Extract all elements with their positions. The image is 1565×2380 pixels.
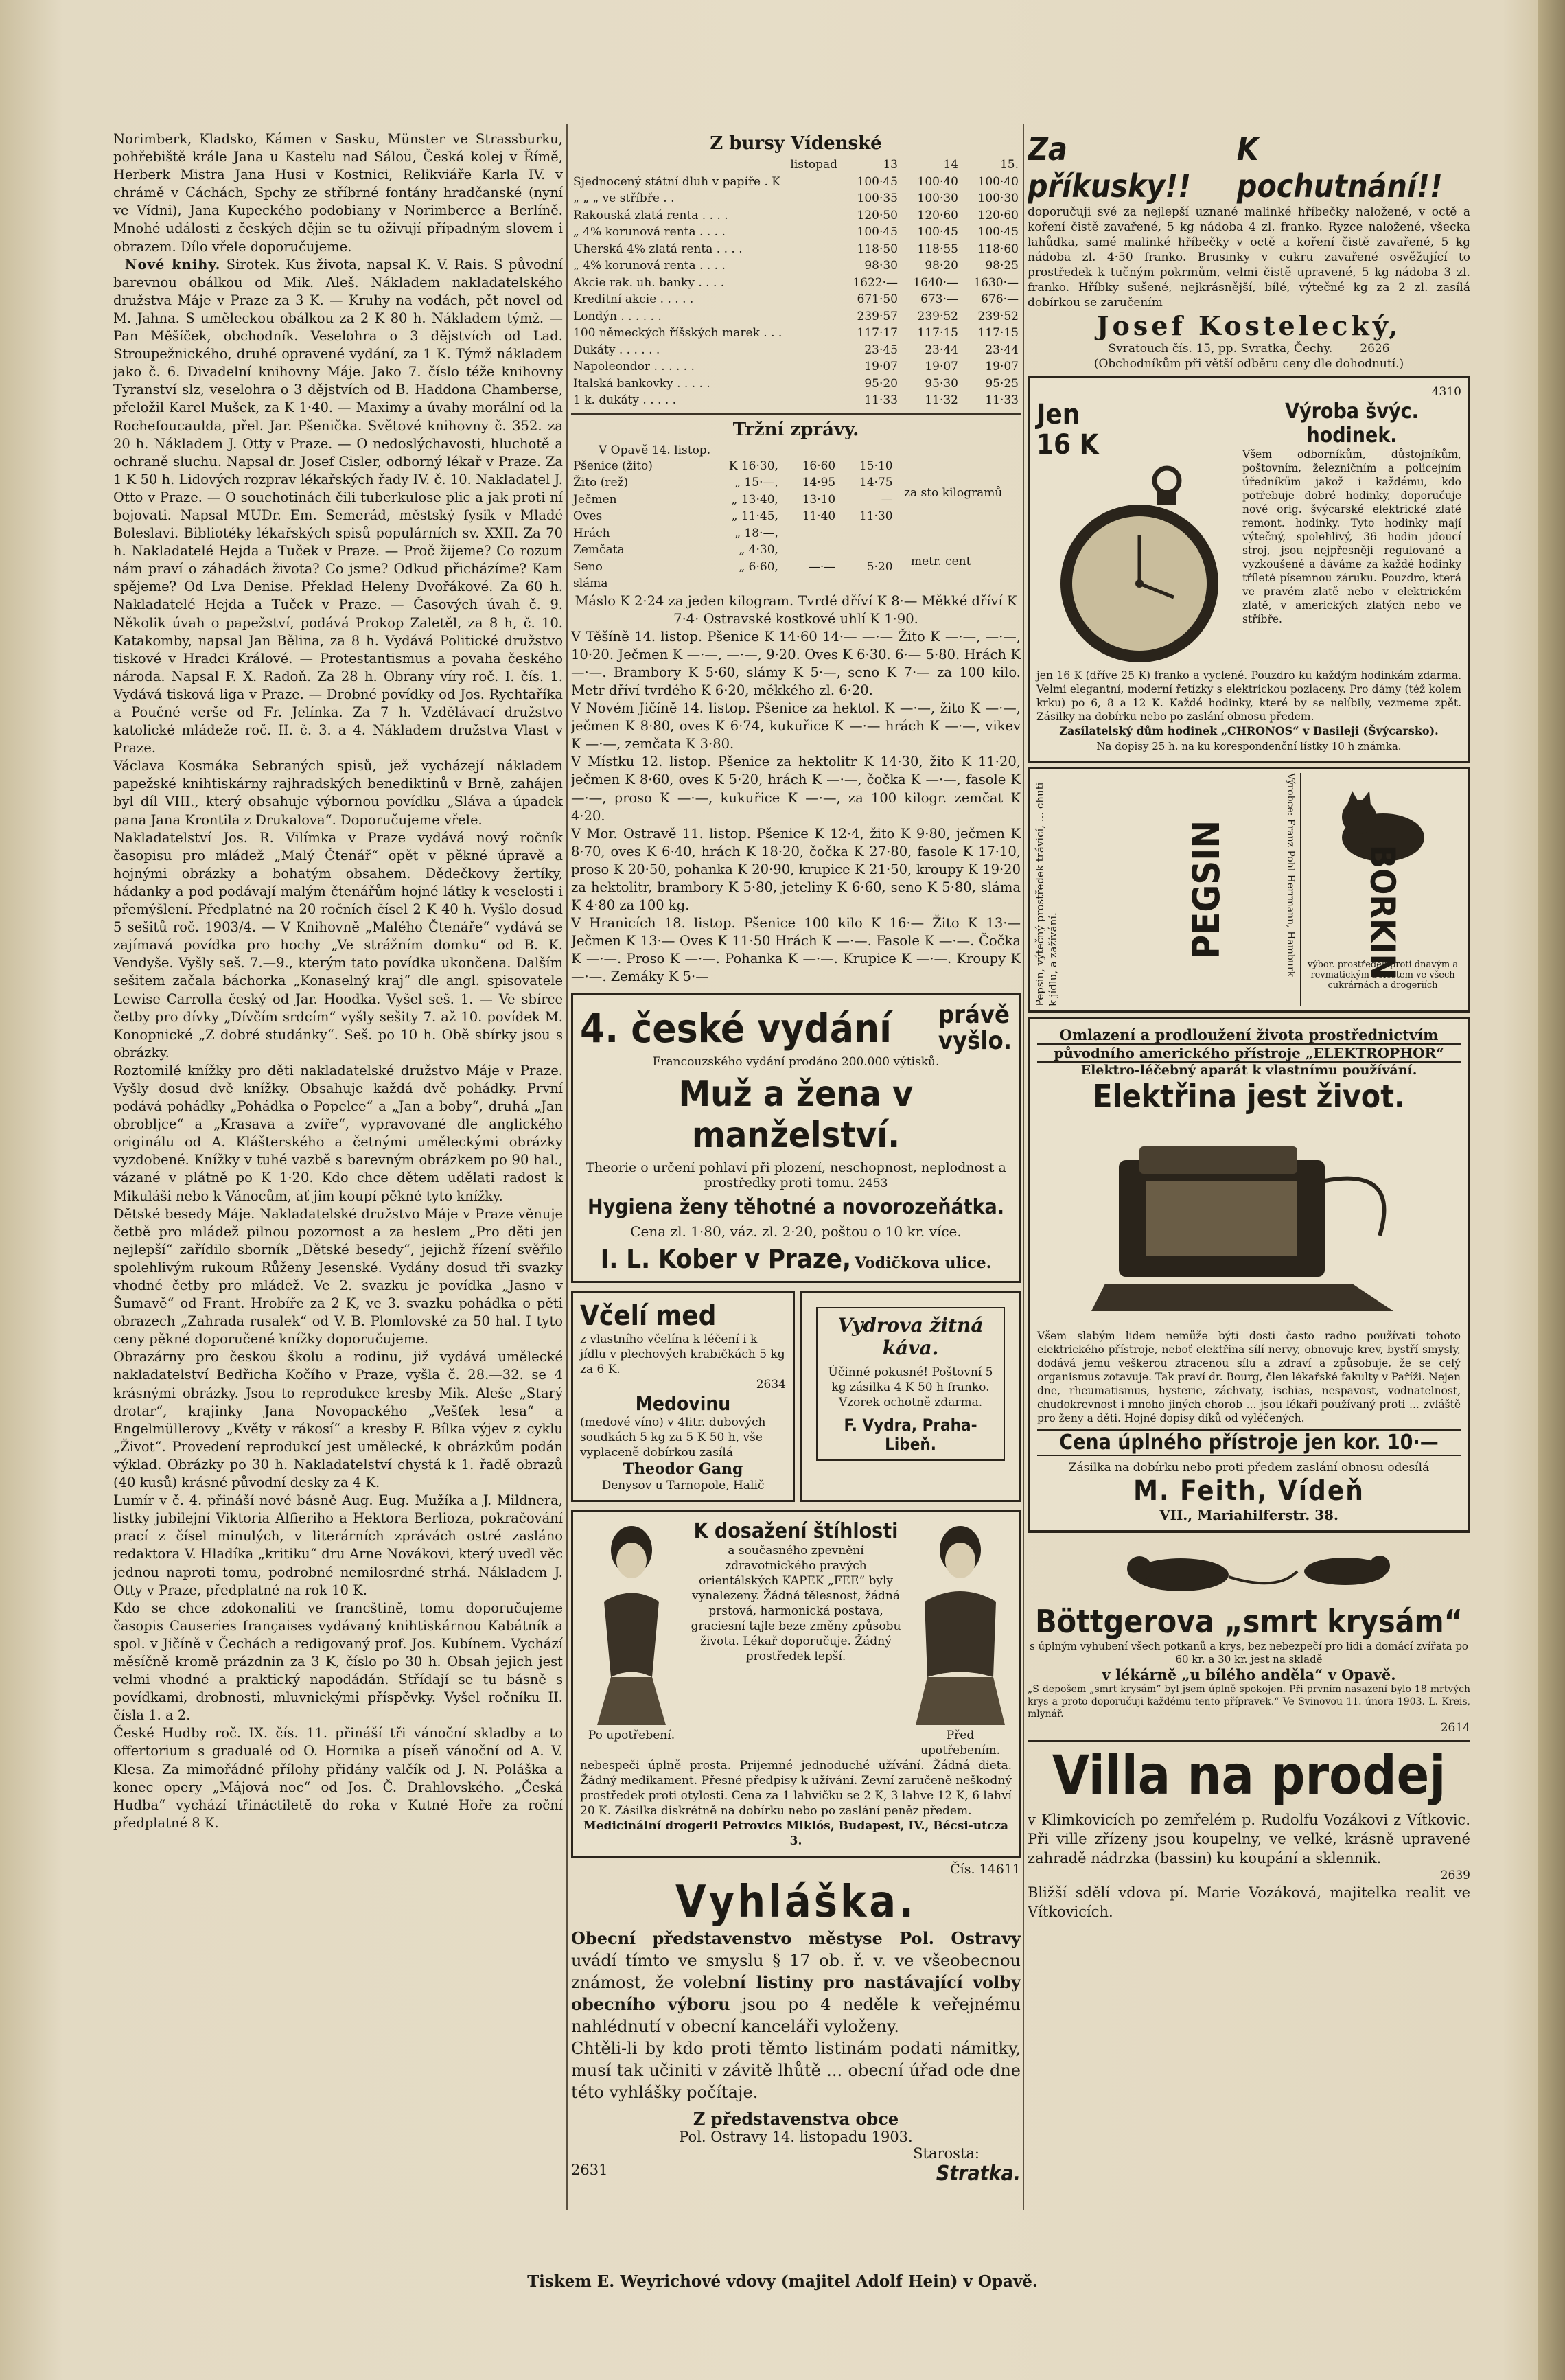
bourse-row-value: 23·45 (864, 343, 898, 357)
ad-hodinky-price: 16 K (1036, 429, 1099, 461)
woman-figure-icon (912, 1519, 1008, 1725)
market-price: 15·10 (859, 459, 893, 473)
ad-stihlost-cap-before: Před upotřebením. (920, 1728, 1000, 1757)
ad-ceske-code: 2453 (858, 1176, 888, 1190)
market-price: 13·10 (802, 492, 836, 507)
market-price (837, 542, 894, 559)
bourse-row (571, 275, 1021, 292)
ad-stihlost-figure-after (580, 1519, 683, 1758)
bourse-dates-label: listopad (790, 158, 837, 172)
bourse-row-value: 117·15 (917, 326, 958, 340)
market-price: —·— (808, 559, 836, 574)
market-price: 5·20 (866, 559, 893, 574)
ad-stihlost (571, 1510, 1021, 1858)
bourse-row-label: „ „ „ ve stříbře . . (573, 192, 675, 205)
ad-villa-title: Villa na prodej (1052, 1745, 1446, 1807)
ad-stihlost-cap-after: Po upotřebení. (588, 1728, 675, 1742)
bourse-row-value: 100·30 (917, 192, 958, 205)
bourse-row (571, 224, 1021, 241)
bourse-row-value: 239·57 (857, 309, 898, 323)
ad-krysy-text: s úplným vyhubení všech potkanů a krys, bez nebezpečí pro lidi a domácí zvířata po 60 kr. a 30 kr. jest na skladě (1030, 1640, 1468, 1665)
market-opava-row (571, 575, 895, 592)
bourse-row-value: 100·35 (857, 192, 898, 205)
vyhlaska-notice (571, 1862, 1021, 2186)
vyhlaska-sign-place: Pol. Ostravy 14. listopadu 1903. (679, 2128, 913, 2145)
market-price: 14·95 (802, 476, 836, 489)
ad-pegsin-right-vertical: Výrobce: Franz Pohl Herrmann, Hamburk (1285, 773, 1296, 978)
ad-hodinky-jen: Jen (1036, 399, 1080, 430)
market-opava-rows (571, 458, 895, 592)
bourse-row-label: 1 k. dukáty . . . . . (573, 393, 677, 407)
ad-villa (1028, 1740, 1470, 1921)
market-price: „ 15·—, (734, 476, 778, 489)
market-price: „ 4·30, (739, 543, 778, 557)
bourse-row (571, 392, 1021, 409)
bourse-row (571, 376, 1021, 393)
vyhlaska-text3: Chtěli-li by kdo proti těmto listinám podati námitky, musí tak učiniti v závitě lhůtě ... obecní úřad ode dne této vyhlášky počítaje. (571, 2038, 1021, 2102)
bourse-row-value: 19·07 (985, 360, 1019, 373)
page-spine-edge (1538, 0, 1565, 2380)
ad-prikusky-text: doporučuji své za nejlepší uznané malinké hříbečky naložené, v octě a koření čistě zavařené, 5 kg nádoba 4 zl. franko. Ryzce naložené, všecka lahůdka, samé malinké hříbečky v octě a koření čistě zavařené, 5 kg nádoba zl. 4·50 franko. Brusinky v cukru zavařené osvěžující to prostředek k tučným pokrmům, velmi čistě upravené, 5 kg nádoba 3 zl. franko. Hříbky sušené, nejkrásnější, bílé, výtečné kg za 2 zl. zasílá dobírkou se zaručením (1028, 205, 1470, 310)
vyhlaska-bold: ní listiny pro nastávající volby obecního výboru (571, 1972, 1021, 2014)
ad-ceske-desc-text: Theorie o určení pohlaví při plození, neschopnost, neplodnost a prostředky proti tomu. (586, 1159, 1006, 1190)
market-commodity: Ječmen (573, 492, 617, 507)
ad-kava-firm: F. Vydra, Praha-Libeň. (844, 1415, 977, 1454)
section-heading-new-books: Nové knihy. (124, 256, 221, 273)
column-advertisements (1028, 130, 1470, 2210)
market-opava-tail: Máslo K 2·24 za jeden kilogram. Tvrdé dříví K 8·— Měkké dříví K 7·4· Ostravské kostkové uhlí K 1·90. (575, 592, 1017, 627)
market-commodity: Hrách (573, 526, 610, 540)
vyhlaska-sign-head: Z představenstva obce (693, 2108, 899, 2129)
review-paragraph-9: Kdo se chce zdokonaliti ve francštině, tomu doporučujeme časopis Causeries françaises vydávaný knihtiskárnou Kabátník a spol. v Jičíně v Čechách a redigovaný prof. Jos. Kubínem. Vychází měsíčně kromě prázdnin za 3 K, číslo po 30 h. Obsah jejich jest velmi vhodné a praktický napodádán. Střídají se tu básně s povídkami, drobnosti, mluvnickými příspěvky. Vyšel ročníku II. čísla 1. a 2. (113, 1599, 563, 1724)
market-opava-block (571, 458, 1021, 592)
bourse-row-value: 1630·— (973, 275, 1019, 290)
market-price (780, 575, 837, 592)
ad-ceske-firm-name: I. L. Kober v Praze, (600, 1243, 851, 1274)
vyhlaska-cislo: Čís. 14611 (950, 1861, 1021, 1877)
column-book-reviews (113, 130, 563, 2210)
ad-elektrophor-big: Elektřina jest život. (1093, 1078, 1405, 1115)
bourse-row-value: 120·60 (917, 208, 958, 222)
bourse-rows (571, 174, 1021, 409)
ad-pegsin-left-vertical: Pepsin, výtečný prostředek trávicí, ... chuti k jídlu, a zažívání. (1034, 782, 1059, 1006)
bourse-row-value: 118·55 (917, 242, 958, 256)
market-opava-row (571, 559, 895, 576)
pocket-watch-icon (1036, 460, 1236, 666)
divider (571, 413, 1021, 415)
market-commodity: sláma (573, 577, 608, 590)
bourse-row-label: 100 německých říšských marek . . . (573, 326, 782, 340)
bourse-row-value: 117·17 (857, 326, 898, 340)
bourse-row (571, 174, 1021, 191)
ad-kava-inner (816, 1307, 1005, 1461)
bourse-row-value: 95·30 (925, 376, 958, 391)
bourse-row-value: 118·60 (977, 242, 1019, 256)
market-commodity: Pšenice (žito) (573, 459, 653, 473)
ad-prikusky-head (1028, 130, 1470, 205)
bourse-row-value: 19·07 (925, 360, 958, 373)
ad-pegsin-center (1155, 773, 1257, 1006)
bourse-row-label: Rakouská zlatá renta . . . . (573, 208, 728, 222)
ad-prikusky (1028, 130, 1470, 371)
ad-hodinky (1028, 376, 1470, 763)
ad-vydrova-kava (800, 1291, 1021, 1502)
ad-stihlost-text2: nebespeči úplně prosta. Prijemné jednoduché užívání. Žádná dieta. Žádný medikament. Přesné předpisy k užívání. Zevní zaručeně neškodný prostředek proti otylosti. Cena za 1 lahvičku se 2 K, 3 lahve 12 K, 6 lahví 20 K. Zásilka diskrétně na dobírku nebo po zaslání peněz předem. (580, 1758, 1012, 1818)
bourse-row (571, 207, 1021, 224)
market-opava-note-kg: za sto kilogramů (904, 485, 1003, 500)
market-price: „ 13·40, (731, 492, 778, 507)
vyhlaska-signature: Stratka. (936, 2161, 1021, 2186)
market-mor-ostrava: V Mor. Ostravě 11. listop. Pšenice K 12·4, žito K 9·80, ječmen K 8·70, oves K 6·40, hrách K 18·20, čočka K 27·80, fasole K 17·10, proso K 20·50, pohanka K 20·90, krupice K 21·50, kroupy K 19·20 za hektolitr, brambory K 5·80, jeteliny K 6·60, seno K 5·80, sláma K 4·80 za 100 kg. (571, 825, 1021, 914)
market-price: 11·40 (802, 509, 836, 523)
ad-borkin-vertical: výbor. prostředek proti dnavým a revmatickým bolestem ve všech cukrárnách a drogeriích (1307, 959, 1459, 991)
ad-villa-code: 2639 (1440, 1869, 1470, 1882)
market-mistek: V Místku 12. listop. Pšenice za hektolitr K 14·30, žito K 11·20, ječmen K 8·60, oves K 5·20, hrách K —·—, čočka K —·—, fasole K —·—, proso K —·—, kukuřice K —·—, za 100 kilogr. zemčat K 4·20. (571, 754, 1021, 824)
ad-stihlost-text: a současného zpevnění zdravotnického pravých orientálských KAPEK „FEE“ byly vynalezeny. Žádná tělesnost, žádná prstová, harmonická postava, graciesní tajle beze změny způsobu života. Lékař doporučuje. Žádný prostředek lepší. (691, 1543, 901, 1663)
bourse-row-value: 100·40 (917, 174, 958, 189)
review-paragraph-6: Dětské besedy Máje. Nakladatelské družstvo Máje v Praze věnuje četbě pro mládež pilnou pozornost a za heslem „Pro děti jen nejlepší“ zařídilo sborník „Dětské besedy“, jejichž řízení svěřilo spolehlivým rukoum Růženy Jesenské. Vydány dosud tři svazky vhodné četby pro mládež. Ve 2. svazku je povídka „Jasno v Šumavě“ od Frant. Hrobíře za 2 K, ve 3. svazku pohádka o pěti obrazech „Zahrada rusalek“ od V. B. Plomlovské za 50 hal. I tyto ceny pěkné doporučené knížky doporučujeme. (113, 1205, 563, 1348)
ad-stihlost-title: K dosažení štíhlosti (693, 1518, 899, 1543)
bourse-row-value: 19·07 (864, 360, 898, 373)
ad-krysy-code: 2614 (1440, 1721, 1470, 1735)
bourse-row-value: 100·45 (857, 174, 898, 189)
market-price (837, 525, 894, 542)
bourse-header-row (571, 157, 1021, 174)
bourse-row-value: 120·60 (977, 208, 1019, 222)
ad-hodinky-text: Všem odborníkům, důstojníkům, poštovním, železničním a policejním úředníkům jakož i každému, kdo potřebuje dobré hodinky, doporučuje nové orig. švýcarské elektrické zlaté remont. hodinky. Tyto hodinky mají výtečný, spolehlivý, 36 hodin jdoucí stroj, jsou nejpřesněji regulované a vyzkoušené a dáváme za každé hodinky tříleté písemnou záruku. Pouzdro, která ve pravém zlatě nebo v elektrickém zlatě, v amerických zlatých nebo ve stříbře. (1242, 448, 1461, 625)
ad-elektrophor-price: Cena úplného přístroje jen kor. 10·— (1037, 1429, 1461, 1456)
market-price: K 16·30, (728, 459, 778, 473)
ad-ceske-hygiena: Hygiena ženy těhotné a novorozeňátka. (587, 1194, 1004, 1219)
ad-vceli-med (571, 1291, 795, 1502)
bourse-row-label: Napoleondor . . . . . . (573, 360, 695, 373)
bourse-row (571, 342, 1021, 359)
bourse-row-label: Italská bankovky . . . . . (573, 376, 710, 391)
bourse-row-value: 11·33 (864, 393, 898, 407)
ad-stihlost-figure-before (909, 1519, 1012, 1758)
bourse-row-label: Dukáty . . . . . . (573, 343, 660, 357)
vyhlaska-body (571, 1928, 1021, 2037)
market-price: 16·60 (802, 459, 836, 473)
market-opava-head: V Opavě 14. listop. (599, 443, 711, 457)
bourse-row-value: 673·— (920, 292, 958, 306)
column-rule-right (1023, 124, 1024, 2210)
bourse-row (571, 257, 1021, 275)
vyhlaska-bottom (571, 2162, 1021, 2186)
ad-elektrophor-addr: VII., Mariahilferstr. 38. (1159, 1507, 1338, 1523)
ad-stihlost-top (580, 1519, 1012, 1758)
ad-stihlost-firm: Medicinální drogerii Petrovics Miklós, Budapest, IV., Bécsi-utcza 3. (583, 1818, 1009, 1848)
market-price (780, 542, 837, 559)
ad-hodinky-top (1036, 400, 1461, 669)
market-price (837, 575, 894, 592)
bourse-row-value: 95·20 (864, 376, 898, 391)
market-price: 14·75 (859, 476, 893, 489)
ad-krysy-title: Böttgerova „smrt krysám“ (1035, 1603, 1463, 1640)
column-rule-left (566, 124, 568, 2210)
review-new-books-text: Sirotek. Kus života, napsal K. V. Rais. S původní barevnou obálkou od Mik. Aleš. Nákladem nakladatelského družstva Máje v Praze za 3 K. — Kruhy na vodách, pět novel od M. Jahna. S uměleckou obálkou za 2 K 80 h. Nákladem týmž. — Pan Měšíček, obchodník. Veselohra o 3 dějstvích od Lad. Stroupežnického, druhé opravené vydání, za 1 K. Týmž nákladem jako č. 6. Divadelní knihovny Máje. Jako 7. číslo téže knihovny Tyranství slz, veselohra o 3 dějstvích od B. Haddona Chamberse, přeložil Karel Mušek, za K 1·40. — Maximy a úvahy morální od la Rochefoucaulda, přel. Jar. Pšeničkа. Světové knihovny č. 352. za 20 h. Nákladem J. Otty v Praze. — O nedoslýchavosti, hluchotě a ochraně sluchu. Napsal dr. Josef Cisler, odborný lékař v Praze. Za 1 K 50 h. Lidových rozprav lékařských řady IV. č. 10. Nakladatel J. Otto v Praze. — O souchotinách čili tuberkulose plic a jak proti ní bojovati. Napsal MUDr. Em. Semerád, městský fysik v Mladé Boleslavi. Bibliotéky lékařských spisů populárních sv. XXII. Za 70 h. Nakladatelé Hejda a Tuček v Praze. — Proč žijeme? Co rozum nám praví o záhadách života? Co jsme? Odkud přicházíme? Kam spějeme? Od Lva Denise. Překlad Heleny Dvořákové. Za 60 h. Nakladatelé Hejda a Tuček v Praze. — Časových úvah č. 9. Několik úvah o papežství, podává Prokop Zaletěl, za 8 h, č. 10. Katakomby, napsal Jan Bělina, za 8 h. Vydává Politické družstvo tiskové v Hradci Králové. — Protestantismus a povaha českého národa. Napsal F. X. Radoň. Za 28 h. Obrany víry roč. I. čís. 1. Vydává tisková liga v Praze. — Drobné povídky od Jos. Rychtaříka a Poučné verše od Fr. Jelínka. Za 7 h. Vzdělávací družstvo katolické mládeže roč. II. č. 3. a 4. Nákladem družstva Vlast v Praze. (113, 256, 563, 756)
vyhlaska-text2: jsou po 4 neděle k veřejnému nahlédnutí v obecní kanceláři vyloženy. (571, 1994, 1021, 2036)
column-markets-and-ads (571, 130, 1021, 2210)
ad-elektrophor-firm: M. Feith, Vídeň (1133, 1475, 1365, 1507)
bourse-row (571, 308, 1021, 325)
ad-med-title: Včelí med (580, 1299, 717, 1332)
ad-borkin (1300, 773, 1464, 1006)
rats-illustration-icon (1071, 1537, 1428, 1599)
vyhlaska-text: uvádí tímto ve smyslu § 17 ob. ř. v. ve všeobecnou známost, že voleb (571, 1950, 1021, 1992)
review-paragraph-5: Roztomilé knížky pro děti nakladatelské družstvo Máje v Praze. Vyšly dosud dvě knížky. Obsahuje každá dvě pohádky. První podává pohádky „Pohádka o Popelce“ a „Jan a boby“, druhá „Jan obrobljce“ a „Krasava a zvíře“, vypravované dle anglického originálu od A. Klášterského a četnými uměleckými obrázky vyzdobené. Knížky v tuhé vazbě s barevným obrázkem po 90 hal., vázané v plátně po K 1·20. Kdo chce dětem udělati radost k Mikuláši nebo k Vánocům, ať jim koupí pěkné tyto knížky. (113, 1062, 563, 1204)
review-paragraph-8: Lumír v č. 4. přináší nové básně Aug. Eug. Mužíka a J. Mildnera, listky jubilejní Viktoria Alfieriho a Hektora Berlioza, pokračování prací z čísel minulých, v literárních zprávách ostré zasláno redaktora V. Hladíka „kritiku“ dru Arne Novákovi, který uvedl věc jednou naproti tomu, podrobné nemilosrdné strhá. Nákladem J. Otty v Praze, předplatné na rok 10 K. (113, 1492, 563, 1598)
ad-hodinky-code: 4310 (1431, 385, 1461, 399)
bourse-row (571, 241, 1021, 258)
ad-pegsin-borkin (1028, 767, 1470, 1013)
ad-hodinky-title: Výroba švýc. hodinek. (1285, 400, 1419, 448)
market-price: 11·30 (859, 509, 893, 523)
market-opava-row (571, 508, 895, 525)
bourse-table (571, 157, 1021, 409)
ad-elektrophor-text: Všem slabým lidem nemůže býti dosti často radno používati tohoto elektrického přístroje, neboť elektřina sílí nervy, obnovuje krev, bystří smysly, dodává jemu veškerou ztracenou sílu a zdraví a způsobuje, že se celý organismus zotavuje. Tak praví dr. Bourg, člen lékařské fakulty v Paříži. Nejen dne, rheumatismus, hysterie, záchvaty, ischias, nespavost, vodnatelnost, chudokrevnost i mnoho jiných chorob ... jsou lékaři používaný proti ... zvláště pro ženy a děti. Hojné dopisy díků od vyléčených. (1037, 1330, 1461, 1424)
vyhlaska-sub: Obecní představenstvo městyse Pol. Ostravy (571, 1928, 1021, 1948)
bourse-row-value: 95·25 (985, 376, 1019, 391)
ad-ceske-firm-street: Vodičkova ulice. (855, 1253, 992, 1272)
bourse-row-label: Akcie rak. uh. banky . . . . (573, 275, 725, 290)
ad-elektrophor-h1: Omlazení a prodloužení života prostřednictvím (1037, 1026, 1461, 1045)
market-commodity: Žito (rež) (573, 476, 629, 489)
bourse-row-value: 1640·— (913, 275, 958, 290)
ad-med-name: Theodor Gang (623, 1459, 743, 1478)
ad-elektrophor-h2: původního amerického přístroje „ELEKTROPHOR“ (1037, 1045, 1461, 1063)
printer-footer: Tiskem E. Weyrichové vdovy (majitel Adolf Hein) v Opavě. (527, 2272, 1038, 2291)
bourse-row-label: Uherská 4% zlatá renta . . . . (573, 242, 743, 256)
bourse-row-value: 120·50 (857, 208, 898, 222)
market-price (699, 575, 780, 592)
ad-kava-title: Vydrova žitná káva. (837, 1313, 984, 1359)
ad-ceske-title: Muž a žena v manželství. (678, 1073, 914, 1156)
ad-krysy-shop: v lékárně „u bílého anděla“ v Opavě. (1102, 1666, 1396, 1683)
bourse-row-value: 118·50 (857, 242, 898, 256)
vyhlaska-starosta: Starosta: (913, 2145, 979, 2162)
review-paragraph-4: Nakladatelství Jos. R. Vilímka v Praze vydává nový ročník časopisu pro mládež „Malý Čtenář“ opět v pěkné úpravě a hojnými obrázky a bohatým obsahem. Dědečkovy žertíky, hádanky a pod podávají malým čtenářům hojné látky k veselosti i přemýšlení. Předplatné na 20 ročních čísel 2 K 40 h. Vyšlo dosud 5 sešitů roč. 1903/4. — V Knihovně „Malého Čtenáře“ vydává se zajímavá povídka pro hochy „Ve strážním domku“ od B. K. Vendyše. Vyšly seš. 7.—9., kterým tato povídka ukončena. Dalším sešitem začala báchorka „Konaselný kraj“ dle angl. spisovatele Lewise Carrolla český od Jar. Hoodka. Vyšel seš. 1. — Ve sbírce četby pro dívky „Dívčím srdcím“ vyšly sešity 7. až 10. povídek M. Konopnické „Z dobré studánky“. Seš. po 10 h. Obě sbírky jsou s obrázky. (113, 829, 563, 1061)
bourse-row-value: 117·15 (977, 326, 1019, 340)
bourse-row-value: 100·30 (977, 192, 1019, 205)
market-opava-row (571, 492, 895, 509)
ad-prikusky-code: 2626 (1360, 342, 1390, 356)
ad-villa-text: v Klimkovicích po zemřelém p. Rudolfu Vozákovi z Vítkovic. Při ville zřízeny jsou koupelny, ve velké, krásně upravené zahradě nádrzka (bassin) ku koupání a sklennik. (1028, 1812, 1470, 1867)
vyhlaska-code: 2631 (571, 2161, 608, 2178)
market-tesin: V Těšíně 14. listop. Pšenice K 14·60 14·— —·— Žito K —·—, —·—, 10·20. Ječmen K —·—, —·—, 9·20. Oves K 6·30. 6·— 5·80. Hrách K —·—. Brambory K 5·60, slámy K 5·—, seno K 7·— za 100 kilo. Metr dříví tvrdého K 6·20, měkkého zl. 6·20. (571, 628, 1021, 698)
market-opava-row (571, 525, 895, 542)
review-paragraph-3: Václava Kosmáka Sebraných spisů, jež vycházejí nákladem papežské knihtiskárny rajhradských benediktinů v Brně, zahájen byl díl VIII., který obsahuje výbornou povídku „Sláva a úpadek pana Jana Krontila z Drukalova“. Doporučujeme vřele. (113, 758, 563, 828)
bourse-row-label: Sjednocený státní dluh v papíře . K (573, 174, 780, 189)
bourse-row-value: 100·45 (917, 225, 958, 239)
ad-hodinky-text2: jen 16 K (dříve 25 K) franko a vyclené. Pouzdro ku každým hodinkám zdarma. Velmi elegantní, moderní řetízky s elektrickou pozlaceny. Pro dámy (též kolem krku) po 6, 8 a 12 K. Každé hodinky, které by se nelíbily, vezmeme zpět. Zásilky na dobírku nebo po zaslání obnosu předem. (1036, 669, 1461, 723)
ad-hodinky-note: Na dopisy 25 h. na ku korespondenční lístky 10 h známka. (1096, 740, 1402, 752)
bourse-row-value: 1622·— (853, 275, 898, 290)
woman-figure-icon (583, 1519, 680, 1725)
market-novy-jicin: V Novém Jičíně 14. listop. Pšenice za hektol. K —·—, žito K —·—, ječmen K 8·80, oves K 6·74, kukuřice K —·— hrách K —·—, vikev K —·—, zemčata K 3·80. (571, 700, 1021, 752)
bourse-row (571, 325, 1021, 342)
review-paragraph-7: Obrazárny pro českou školu a rodinu, již vydává umělecké nakladatelství Bedřicha Kočího v Praze, vyšla č. 28.—32. se 4 krásnými obrázky. Jsou to reprodukce kresby Mik. Aleše „Starý drotar“, krajinky Jana Novopackého „Vešťek lesa“ a Engelmüllerovy „Květy v rákosí“ a kresby F. Bílka výjev z cyklu „Život“. Provedení reprodukcí jest umělecké, k obrázkům podán výklad. Obrázky po 30 h. Nakladatelství chystá k 1. řadě obrazů (40 kusů) krásné původní desky za 4 K. (113, 1349, 563, 1491)
bourse-row-value: 239·52 (977, 309, 1019, 323)
ad-ceske-desc (580, 1160, 1012, 1191)
bourse-row-label: Kreditní akcie . . . . . (573, 292, 694, 306)
review-paragraph-10: České Hudby roč. IX. čís. 11. přináší tři vánoční skladby a to offertorium s gradualé od O. Hornika a píseň vánoční od A. V. Klesa. Za mimořádné přílohy přidány valčík od J. N. Poláška a konec opery „Májová noc“ od Jos. Č. Drahlovského. „Česká Hudba“ vychází třináctiletě do roka v Kutné Hoře za roční předplatné 8 K. (113, 1725, 563, 1831)
bourse-row-value: 98·30 (864, 259, 898, 273)
bourse-row-label: Londýn . . . . . . (573, 309, 662, 323)
ad-stihlost-center (687, 1519, 905, 1758)
market-commodity: Zemčata (573, 543, 625, 557)
market-commodity: Seno (573, 559, 603, 574)
market-opava-row (571, 542, 895, 559)
ad-ceske-vyslo: vyšlo. (938, 1026, 1012, 1055)
ad-pegsin-word: PEGSIN (1184, 820, 1228, 960)
ad-elektrophor-ship: Zásilka na dobírku nebo proti předem zaslání obnosu odesílá (1068, 1461, 1430, 1475)
bourse-row-value: 676·— (981, 292, 1019, 306)
market-commodity: Oves (573, 509, 603, 523)
market-title: Tržní zprávy. (732, 419, 859, 440)
bourse-row-value: 100·40 (977, 174, 1019, 189)
market-opava-row (571, 458, 895, 475)
ad-hodinky-right (1242, 400, 1461, 669)
bourse-date-2: 14 (943, 158, 958, 172)
market-hranice: V Hranicích 18. listop. Pšenice 100 kilo K 16·— Žito K 13·— Ječmen K 13·— Oves K 11·50 Hrách K —·—. Fasole K —·—. Čočka K —·—. Proso K —·—. Pohanka K —·—. Krupice K —·—. Kroupy K —·—. Zemáky K 5·— (571, 915, 1021, 985)
ad-med-place: Denysov u Tarnopole, Halič (601, 1478, 765, 1492)
ad-med-sub: Medovinu (635, 1391, 731, 1415)
bourse-row-value: 100·45 (977, 225, 1019, 239)
market-price: — (881, 492, 893, 507)
bourse-row-value: 98·25 (985, 259, 1019, 273)
review-new-books (113, 256, 563, 758)
ad-ceske-firm (580, 1244, 1012, 1274)
ad-ceske-right (938, 1002, 1012, 1054)
vyhlaska-title: Vyhláška. (675, 1876, 916, 1928)
ad-ceske-vydani (571, 993, 1021, 1283)
ad-row-med-kava (571, 1287, 1021, 1506)
ad-med-text2: (medové víno) v 4litr. dubových soudkách 5 kg za 5 K 50 h, vše vyplaceně dobírkou zasílá (580, 1415, 766, 1459)
market-opava-row (571, 474, 895, 492)
ad-prikusky-firm: Josef Kostelecký, (1096, 310, 1402, 341)
ad-ceske-prave: právě (938, 1000, 1010, 1029)
ad-hodinky-left (1036, 400, 1242, 669)
ad-krysy (1028, 1537, 1470, 1735)
bourse-date-1: 13 (883, 158, 898, 172)
bourse-row (571, 358, 1021, 376)
market-opava-note-cent: metr. cent (911, 554, 971, 568)
market-price: „ 18·—, (734, 526, 778, 540)
ad-prikusky-addr-row (1028, 341, 1470, 356)
ad-med-code: 2634 (756, 1377, 786, 1391)
bourse-row-value: 11·32 (925, 393, 958, 407)
review-paragraph-1: Norimberk, Kladsko, Kámen v Sasku, Münster ve Strassburku, pohřebiště krále Jana u Kastelu nad Sálou, Česká kolej v Římě, Herberk Mistra Jana Husi v Kostnici, Relikviáře Karla IV. v chrámě v Cáchách, Spchy ze stříbrné fontány hradčanské (nyní ve Vídni), Jana Kupeckého podobiany v Norimberce a Berlíně. Mnohé události z českých dějin se tu oživují případným slovem i obrazem. Dílo vřele doporučujeme. (113, 131, 563, 255)
ad-prikusky-h2: K pochutnání!! (1236, 130, 1443, 205)
ad-borkin-word: BORKIN (1363, 844, 1403, 980)
bourse-row-value: 23·44 (985, 343, 1019, 357)
ad-prikusky-note: (Obchodníkům při větší odběru ceny dle dohodnutí.) (1093, 357, 1404, 371)
ad-villa-text2: Bližší sdělí vdova pí. Marie Vozáková, majitelka realit ve Vítkovicích. (1028, 1884, 1470, 1920)
elektrophor-device-icon (1078, 1119, 1421, 1325)
ad-ceske-sub: Francouzského vydání prodáno 200.000 výtisků. (652, 1054, 940, 1069)
bourse-row-value: 671·50 (857, 292, 898, 306)
bourse-row-label: „ 4% korunová renta . . . . (573, 259, 726, 273)
ad-ceske-big: 4. české vydání (580, 1004, 892, 1052)
bourse-row-label: „ 4% korunová renta . . . . (573, 225, 726, 239)
bourse-title: Z bursy Vídenské (710, 133, 882, 154)
market-price (780, 525, 837, 542)
ad-ceske-price: Cena zl. 1·80, váz. zl. 2·20, poštou o 10 kr. více. (630, 1223, 962, 1240)
ad-med-text: z vlastního včelína k léčení i k jídlu v plechových krabičkách 5 kg za 6 K. (580, 1332, 785, 1376)
bourse-row-value: 98·20 (925, 259, 958, 273)
bourse-row-value: 23·44 (925, 343, 958, 357)
market-price: „ 6·60, (739, 559, 778, 574)
bourse-row (571, 190, 1021, 207)
ad-krysy-quote: „S depošem „smrt krysám“ byl jsem úplně spokojen. Při prvním nasazení bylo 18 mrtvých krys a proto doporučuji každému tento přípravek.“ Ve Svinovou 11. února 1903. L. Kreis, mlynář. (1028, 1684, 1470, 1720)
bourse-row-value: 100·45 (857, 225, 898, 239)
ad-elektrophor (1028, 1017, 1470, 1533)
bourse-row (571, 291, 1021, 308)
ad-elektrophor-h3: Elektro-léčebný aparát k vlastnímu používání. (1080, 1063, 1417, 1078)
ad-prikusky-addr: Svratouch čís. 15, pp. Svratka, Čechy. (1108, 342, 1333, 356)
market-opava-table (571, 458, 895, 592)
ad-hodinky-firm: Zasílatelský dům hodinek „CHRONOS“ v Basileji (Švýcarsko). (1059, 724, 1439, 737)
ad-kava-text: Účinné pokusné! Poštovní 5 kg zásilka 4 K 50 h franko. Vzorek ochotně zdarma. (828, 1365, 993, 1409)
market-price: „ 11·45, (731, 509, 778, 523)
bourse-row-value: 11·33 (985, 393, 1019, 407)
bourse-date-3: 15. (999, 158, 1019, 172)
bourse-row-value: 239·52 (917, 309, 958, 323)
ad-prikusky-h1: Za příkusky!! (1028, 130, 1192, 205)
